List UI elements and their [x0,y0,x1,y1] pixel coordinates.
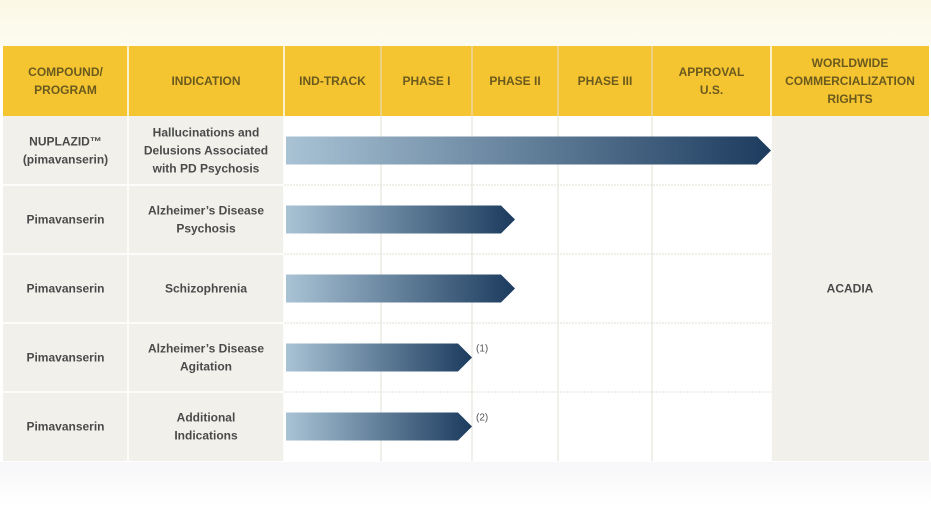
header-6: PHASE III [577,74,633,88]
header-7: APPROVAL U.S. [678,65,745,97]
compound-cell: Pimavanserin [26,281,105,296]
indication-cell: Additional Indications [174,410,238,443]
indication-cell: Hallucinations and Delusions Associated with PD Psychosis [143,125,269,176]
footnote-marker: (1) [476,343,489,355]
indication-cell: Schizophrenia [164,281,248,296]
rights-cell: ACADIA [826,281,874,296]
header-2: INDICATION [171,74,241,88]
progress-arrow [286,275,515,303]
progress-arrow [286,413,472,441]
header-4: PHASE I [402,74,451,88]
progress-arrow [286,344,472,372]
indication-cell: Alzheimer’s Disease Psychosis [147,203,265,236]
header-8: WORLDWIDE COMMERCIALIZATION RIGHTS [785,56,915,106]
compound-cell: NUPLAZID™ (pimavanserin) [22,134,109,167]
progress-arrow [286,206,515,234]
header-1: COMPOUND/ PROGRAM [28,65,103,97]
footnote-marker: (2) [476,412,489,424]
compound-cell: Pimavanserin [26,212,105,227]
compound-cell: Pimavanserin [26,419,105,434]
indication-cell: Alzheimer’s Disease Agitation [147,341,265,374]
compound-cell: Pimavanserin [26,350,105,365]
progress-arrow [286,137,771,165]
header-5: PHASE II [489,74,541,88]
header-3: IND-TRACK [299,74,366,88]
